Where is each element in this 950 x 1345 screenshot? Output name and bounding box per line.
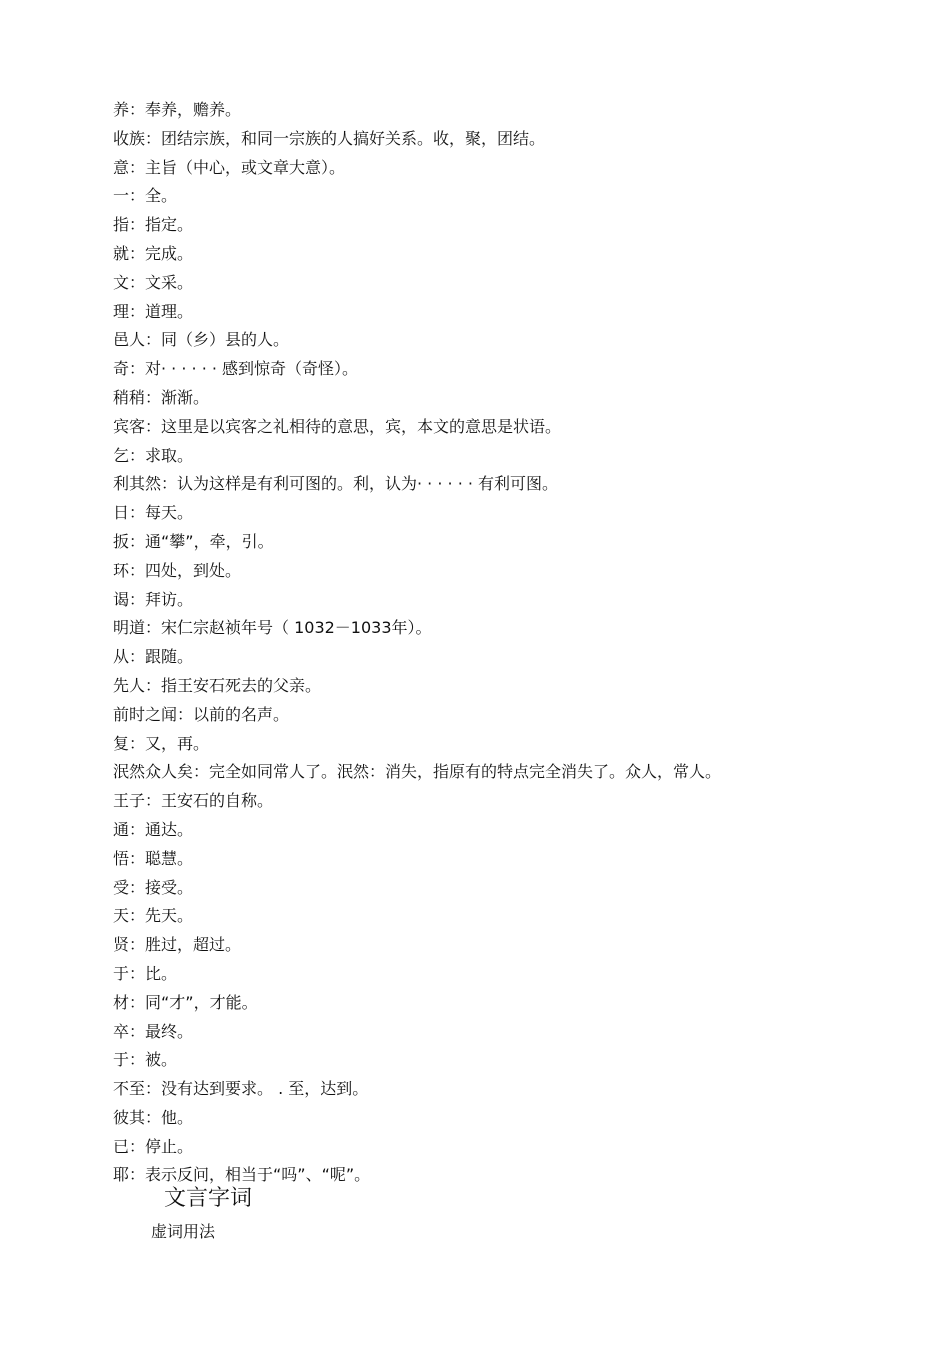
glossary-entry: 复：又，再。 xyxy=(113,733,210,753)
glossary-entry: 受：接受。 xyxy=(113,877,194,897)
glossary-entry: 贤：胜过，超过。 xyxy=(113,935,242,955)
glossary-entry: 理：道理。 xyxy=(113,301,194,321)
glossary-entry: 王子：王安石的自称。 xyxy=(113,791,274,811)
glossary-entry: 收族：团结宗族，和同一宗族的人搞好关系。收，聚，团结。 xyxy=(113,128,546,148)
glossary-list xyxy=(113,96,913,1190)
glossary-entry: 已：停止。 xyxy=(113,1136,194,1156)
glossary-entry: 奇：对· · · · · · 感到惊奇（奇怪）。 xyxy=(113,359,359,379)
glossary-entry: 一：全。 xyxy=(113,186,178,206)
glossary-entry: 扳：通“攀”，牵，引。 xyxy=(113,531,274,551)
glossary-entry: 养：奉养，赡养。 xyxy=(113,100,242,119)
glossary-entry: 从：跟随。 xyxy=(113,647,194,667)
glossary-entry: 不至：没有达到要求。 . 至，达到。 xyxy=(113,1079,369,1099)
glossary-entry: 意：主旨（中心，或文章大意）。 xyxy=(113,157,346,177)
glossary-entry: 悟：聪慧。 xyxy=(113,848,194,868)
glossary-entry: 就：完成。 xyxy=(113,243,194,263)
glossary-entry: 环：四处，到处。 xyxy=(113,560,242,580)
glossary-entry: 材：同“才”，才能。 xyxy=(113,992,258,1012)
glossary-entry: 利其然：认为这样是有利可图的。利，认为· · · · · · 有利可图。 xyxy=(113,474,559,494)
glossary-entry: 天：先天。 xyxy=(113,906,194,926)
section-heading: 文言字词 xyxy=(164,1186,253,1211)
glossary-entry: 卒：最终。 xyxy=(113,1021,194,1041)
glossary-entry: 邑人：同（乡）县的人。 xyxy=(113,330,290,350)
glossary-entry: 谒：拜访。 xyxy=(113,589,194,609)
glossary-entry: 耶：表示反问，相当于“吗”、“呢”。 xyxy=(113,1165,371,1185)
glossary-entry: 于：比。 xyxy=(113,963,178,983)
glossary-entry: 明道：宋仁宗赵祯年号（ 1032－1033年）。 xyxy=(113,618,432,638)
glossary-entry: 宾客：这里是以宾客之礼相待的意思，宾，本文的意思是状语。 xyxy=(113,416,562,436)
glossary-entry: 彼其：他。 xyxy=(113,1107,194,1127)
glossary-entry: 文：文采。 xyxy=(113,272,194,292)
glossary-entry: 通：通达。 xyxy=(113,819,194,839)
glossary-entry: 前时之闻：以前的名声。 xyxy=(113,704,290,724)
glossary-entry: 先人：指王安石死去的父亲。 xyxy=(113,675,322,695)
glossary-entry: 稍稍：渐渐。 xyxy=(113,387,210,407)
glossary-entry: 泯然众人矣：完全如同常人了。泯然：消失，指原有的特点完全消失了。众人，常人。 xyxy=(113,762,722,782)
section-subheading: 虚词用法 xyxy=(151,1222,216,1241)
glossary-entry: 指：指定。 xyxy=(113,215,194,235)
glossary-entry: 乞：求取。 xyxy=(113,445,194,465)
glossary-entry: 于：被。 xyxy=(113,1050,178,1070)
glossary-entry: 日：每天。 xyxy=(113,503,194,523)
